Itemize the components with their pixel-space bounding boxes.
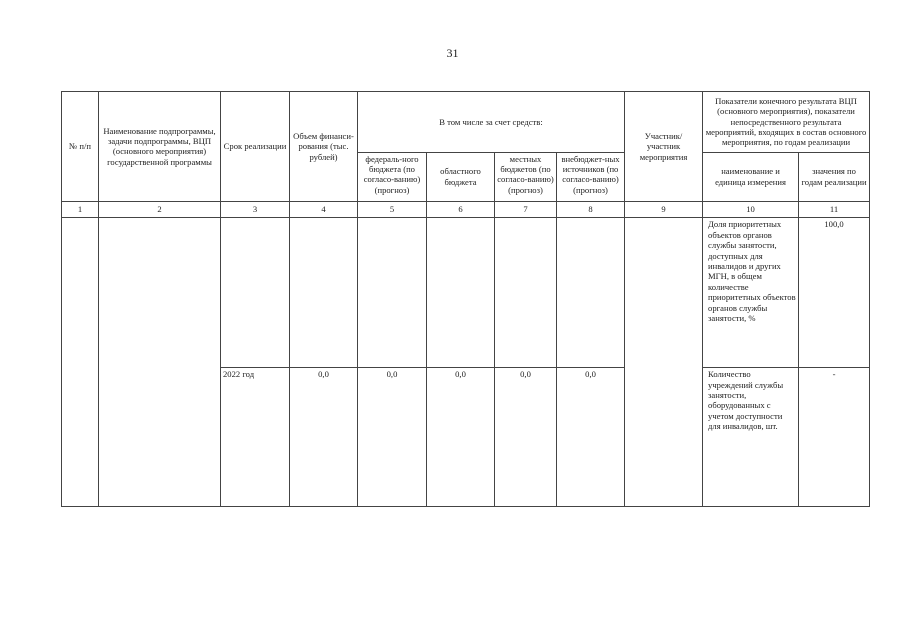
cell-total xyxy=(290,218,358,368)
cell-total: 0,0 xyxy=(290,368,358,507)
cell-indicator-value: - xyxy=(799,368,870,507)
cell-regional: 0,0 xyxy=(427,368,495,507)
header-col-participant: Участник/ участник мероприятия xyxy=(625,92,703,202)
column-number: 9 xyxy=(625,201,703,218)
column-number: 4 xyxy=(290,201,358,218)
column-number: 3 xyxy=(221,201,290,218)
header-col-indicator-name: наименование и единица измерения xyxy=(703,152,799,201)
header-col-name: Наименование подпрограммы, задачи подпрограммы, ВЦП (основного мероприятия) государственной программы xyxy=(99,92,221,202)
header-group-indicators: Показатели конечного результата ВЦП (основного мероприятия), показатели непосредственного результата мероприятий, входящих в состав основного мероприятия, по годам реализации xyxy=(703,92,870,153)
column-number: 6 xyxy=(427,201,495,218)
column-number: 1 xyxy=(62,201,99,218)
header-col-indicator-values: значения по годам реализации xyxy=(799,152,870,201)
cell-federal: 0,0 xyxy=(358,368,427,507)
header-col-extra: внебюджет-ных источников (по согласо-ванию) (прогноз) xyxy=(557,152,625,201)
cell-local xyxy=(495,218,557,368)
header-col-period: Срок реализации xyxy=(221,92,290,202)
cell-local: 0,0 xyxy=(495,368,557,507)
header-col-number: № п/п xyxy=(62,92,99,202)
column-number: 11 xyxy=(799,201,870,218)
column-numbers-row xyxy=(62,201,870,218)
cell-number xyxy=(62,218,99,507)
cell-indicator-value: 100,0 xyxy=(799,218,870,368)
cell-federal xyxy=(358,218,427,368)
column-number: 2 xyxy=(99,201,221,218)
header-group-sources: В том числе за счет средств: xyxy=(358,92,625,153)
cell-participant xyxy=(625,218,703,507)
table-row xyxy=(62,218,870,368)
cell-period: 2022 год xyxy=(221,368,290,507)
header-col-federal: федераль-ного бюджета (по согласо-ванию) (прогноз) xyxy=(358,152,427,201)
cell-extra: 0,0 xyxy=(557,368,625,507)
page-number: 31 xyxy=(446,46,459,60)
program-table xyxy=(61,91,870,507)
header-col-financing: Объем финанси-рования (тыс. рублей) xyxy=(290,92,358,202)
header-col-local: местных бюджетов (по согласо-ванию) (прогноз) xyxy=(495,152,557,201)
cell-period xyxy=(221,218,290,368)
header-col-regional: областного бюджета xyxy=(427,152,495,201)
column-number: 8 xyxy=(557,201,625,218)
column-number: 7 xyxy=(495,201,557,218)
cell-indicator-name: Доля приоритетных объектов органов службы занятости, доступных для инвалидов и других МГН, в общем количестве приоритетных объектов органов службы занятости, % xyxy=(703,218,799,368)
cell-name xyxy=(99,218,221,507)
column-number: 5 xyxy=(358,201,427,218)
column-number: 10 xyxy=(703,201,799,218)
cell-regional xyxy=(427,218,495,368)
cell-extra xyxy=(557,218,625,368)
header-row-1 xyxy=(62,92,870,153)
cell-indicator-name: Количество учреждений службы занятости, оборудованных с учетом доступности для инвалидов, шт. xyxy=(703,368,799,507)
